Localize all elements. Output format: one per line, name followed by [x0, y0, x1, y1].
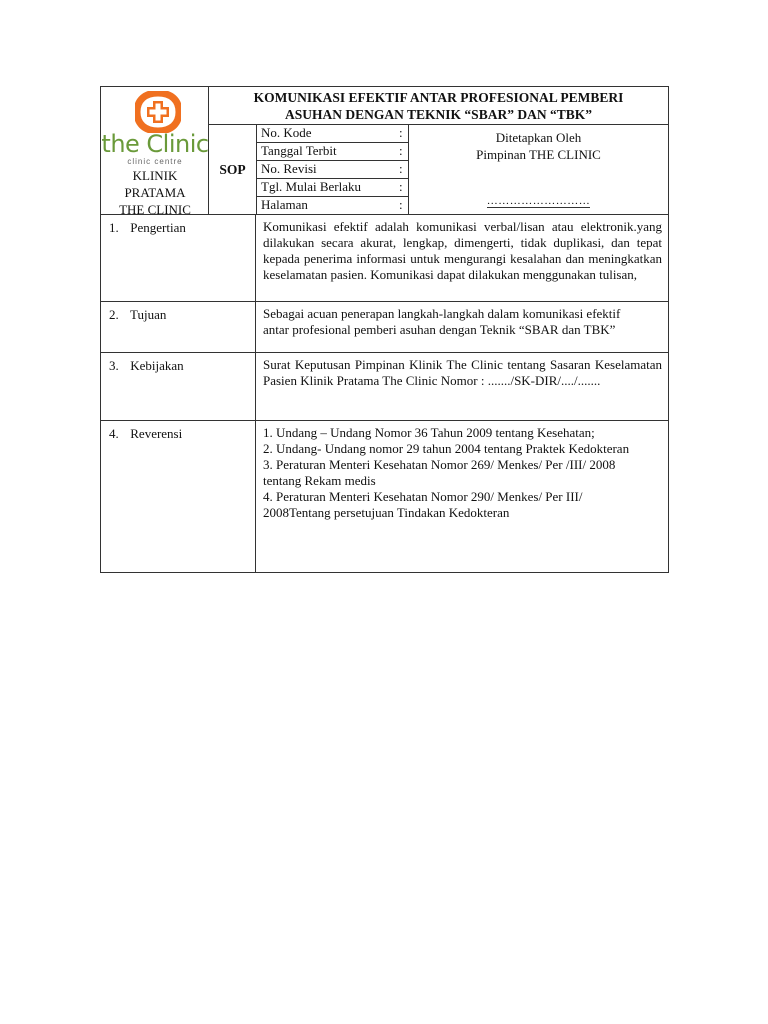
- section-label-kebijakan: [101, 353, 256, 421]
- approval-line1: Ditetapkan Oleh: [495, 130, 582, 145]
- field-tanggal-terbit: [257, 143, 409, 161]
- section-content-reverensi: [256, 421, 669, 573]
- field-colon: :: [399, 179, 403, 194]
- field-label: Tgl. Mulai Berlaku: [261, 179, 362, 194]
- approval-cell: [409, 125, 669, 215]
- title-line: ASUHAN DENGAN TEKNIK “SBAR” DAN “TBK”: [285, 107, 592, 122]
- section-paragraph: Sebagai acuan penerapan langkah-langkah dalam komunikasi efektif antar profesional pemberi asuhan dengan Teknik “SBAR dan TBK”: [263, 306, 621, 337]
- sop-label: SOP: [209, 125, 257, 215]
- field-no-revisi: [257, 161, 409, 179]
- field-no-kode: [257, 125, 409, 143]
- section-paragraph: Surat Keputusan Pimpinan Klinik The Clinic tentang Sasaran Keselamatan Pasien Klinik Pratama The Clinic Nomor : ......./SK-DIR/..../.......: [263, 357, 662, 388]
- section-paragraph: Komunikasi efektif adalah komunikasi verbal/lisan atau elektronik.yang dilakukan secara akurat, lengkap, dimengerti, tidak duplikasi, dan tepat kepada penerima informasi untuk mengurangi kesalahan dan meningkatkan keselamatan pasien. Komunikasi dapat dilakukan menggunakan tulisan,: [263, 219, 662, 282]
- field-colon: :: [399, 125, 403, 140]
- field-colon: :: [399, 143, 403, 158]
- logo-subtitle: clinic centre: [127, 157, 183, 166]
- sop-document: [100, 86, 668, 573]
- signature-line: ………………………: [486, 195, 591, 207]
- section-label-pengertian: [101, 215, 256, 302]
- reference-item: 2. Undang- Undang nomor 29 tahun 2004 tentang Praktek Kedokteran: [263, 441, 630, 456]
- section-label-reverensi: [101, 421, 256, 573]
- clinic-name-line: THE CLINIC: [119, 202, 191, 217]
- sop-body-table: [100, 214, 669, 573]
- section-content-pengertian: [256, 215, 669, 302]
- field-label: Tanggal Terbit: [261, 143, 337, 158]
- logo-wordmark: the Clinic: [101, 130, 209, 158]
- logo-cell: [101, 87, 209, 215]
- section-title: Reverensi: [130, 426, 183, 441]
- field-halaman: [257, 197, 409, 215]
- reference-item: 3. Peraturan Menteri Kesehatan Nomor 269/ Menkes/ Per /III/ 2008 tentang Rekam medis: [263, 457, 616, 488]
- clinic-cross-logo-icon: [135, 91, 181, 133]
- section-title: Kebijakan: [130, 358, 184, 373]
- section-title: Tujuan: [130, 307, 167, 322]
- section-label-tujuan: [101, 302, 256, 353]
- section-content-tujuan: [256, 302, 669, 353]
- clinic-name-line: KLINIK: [132, 168, 178, 183]
- field-label: No. Revisi: [261, 161, 317, 176]
- field-tgl-mulai-berlaku: [257, 179, 409, 197]
- reference-item: 1. Undang – Undang Nomor 36 Tahun 2009 tentang Kesehatan;: [263, 425, 595, 440]
- field-label: No. Kode: [261, 125, 312, 140]
- section-number: 3.: [109, 358, 119, 373]
- field-label: Halaman: [261, 197, 308, 212]
- section-title: Pengertian: [130, 220, 186, 235]
- section-content-kebijakan: [256, 353, 669, 421]
- section-number: 2.: [109, 307, 119, 322]
- document-title: [209, 87, 669, 125]
- clinic-name: [101, 167, 209, 218]
- section-number: 4.: [109, 426, 119, 441]
- sop-header-table: [100, 86, 669, 215]
- field-colon: :: [399, 197, 403, 212]
- section-number: 1.: [109, 220, 119, 235]
- reference-item: 4. Peraturan Menteri Kesehatan Nomor 290/ Menkes/ Per III/ 2008Tentang persetujuan Tindakan Kedokteran: [263, 489, 583, 520]
- approval-line2: Pimpinan THE CLINIC: [476, 147, 601, 162]
- clinic-name-line: PRATAMA: [124, 185, 186, 200]
- field-colon: :: [399, 161, 403, 176]
- title-line: KOMUNIKASI EFEKTIF ANTAR PROFESIONAL PEMBERI: [253, 90, 624, 105]
